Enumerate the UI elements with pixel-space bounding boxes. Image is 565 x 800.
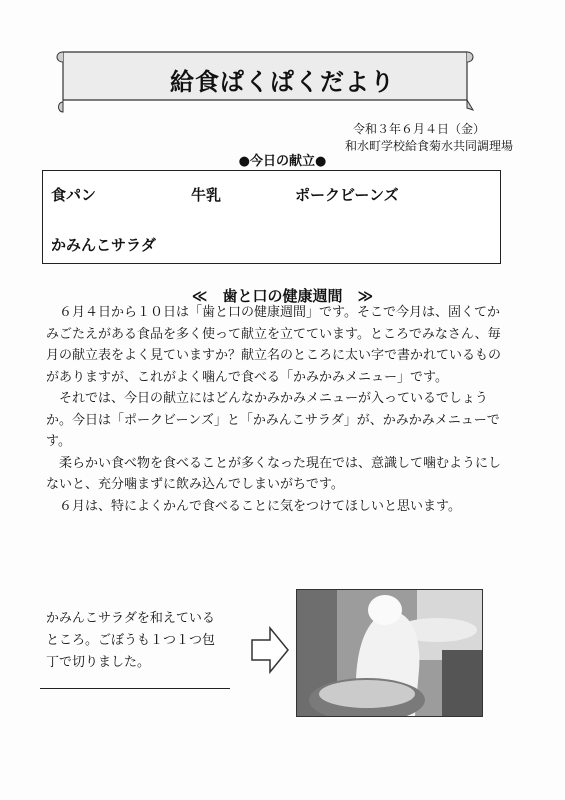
kitchen-photo [296, 589, 483, 717]
menu-heading: ●今日の献立● [238, 154, 327, 169]
paragraph: ６月４日から１０日は「歯と口の健康週間」です。そこで今月は、固くてかみごたえがある食品を多く使って献立を立てています。ところでみなさん、毎月の献立表をよく見ていますか？献立名のところに太い字で書かれているものがありますが、これがよく噛んで食べる「かみかみメニュー」です。 [46, 305, 502, 385]
menu-item: かみんこサラダ [51, 236, 156, 254]
article-title: ≪ 歯と口の健康週間 ≫ [191, 287, 374, 305]
menu-item: ポークビーンズ [295, 186, 399, 204]
paragraph: それでは、今日の献立にはどんなかみかみメニューが入っているでしょうか。今日は「ポークビーンズ」と「かみんこサラダ」が、かみかみメニューです。 [46, 391, 500, 449]
menu-item: 牛乳 [191, 186, 222, 204]
issuing-organization: 和水町学校給食菊水共同調理場 [344, 139, 513, 153]
menu-box [42, 170, 501, 264]
paragraph: ６月は、特によくかんで食べることに気をつけてほしいと思います。 [59, 498, 461, 514]
arrow-right-icon [250, 625, 290, 675]
divider [40, 688, 230, 689]
article-body [46, 302, 506, 517]
issue-date: 令和３年６月４日（金） [352, 122, 485, 136]
menu-item: 食パン [51, 186, 97, 204]
newsletter-title: 給食ぱくぱくだより [170, 68, 395, 96]
photo-caption: かみんこサラダを和えているところ。ごぼうも１つ１つ包丁で切りました。 [46, 611, 216, 670]
paragraph: 柔らかい食べ物を食べることが多くなった現在では、意識して噛むようにしないと、充分噛まずに飲み込んでしまいがちです。 [46, 455, 502, 492]
